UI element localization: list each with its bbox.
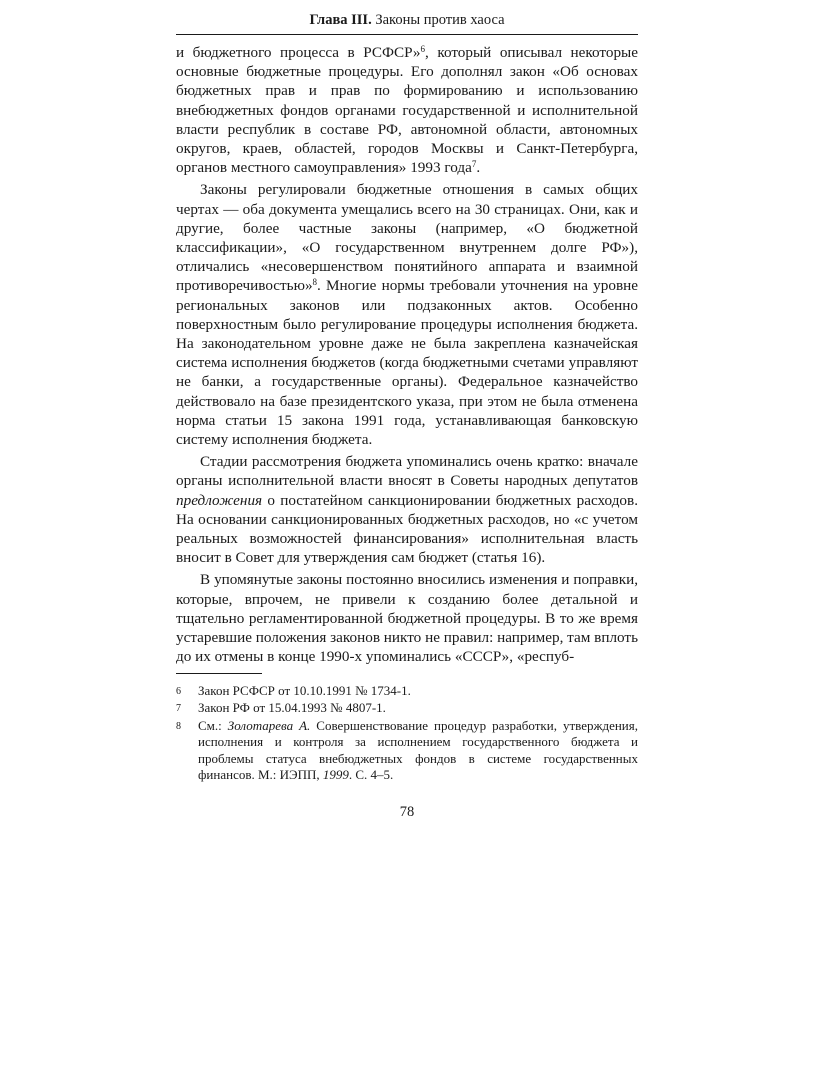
footnote-number: 7 [176, 703, 181, 715]
chapter-label: Глава III. [309, 12, 372, 28]
footnote-reference: 6 [420, 44, 426, 54]
paragraph: и бюджетного процесса в РСФСР»$^6$, который описывал некоторые основные бюджетные процедуры. Его дополнял закон «Об основах бюджетных прав и прав по формированию и использованию внебюджетных фондов органами государственной и исполнительной власти республик в составе РФ, автономной области, автономных округов, краев, областей, городов Москвы и Санкт-Петербурга, органов местного самоуправления» 1993 года$^7$. [176, 44, 638, 177]
paragraph: Законы регулировали бюджетные отношения в самых общих чертах — оба документа умещались всего на 30 страницах. Они, как и другие, более частные законы (например, «О бюджетной классификации», «О государственном внутреннем долге РФ»), отличались «несовершенством понятийного аппарата и взаимной противоречивостью»$^8$. Многие нормы требовали уточнения на уровне региональных законов или подзаконных актов. Особенно поверхностным было регулирование процедуры исполнения бюджета. На законодательном уровне даже не была закреплена казначейская система исполнения бюджетов (когда бюджетными счетами управляют не банки, а государственные органы). Федеральное казначейство действовало на базе президентского указа, при этом не была отменена норма статьи 15 закона 1991 года, устанавливающая банковскую систему исполнения бюджета. [176, 181, 638, 449]
footnote-reference: 8 [312, 277, 318, 288]
footnote-text: См.: Золотарева А. Совершенствование процедур разработки, утверждения, исполнения и контроля за исполнением государственного бюджета и проблемы статуса внебюджетных фондов в системе государственных финансов. М.: ИЭПП, 1999. С. 4–5. [198, 717, 638, 783]
body-text [176, 43, 638, 667]
footnote-number: 6 [176, 685, 181, 697]
footnote-number: 8 [176, 720, 181, 732]
footnote-text: Закон РФ от 15.04.1993 № 4807-1. [198, 700, 386, 716]
book-page [176, 10, 638, 821]
page-number: 78 [399, 804, 415, 821]
footnote-text: Закон РСФСР от 10.10.1991 № 1734-1. [198, 682, 411, 698]
italic-text: Золотарева А. [227, 717, 311, 733]
italic-text: 1999 [322, 767, 349, 783]
footnote [176, 683, 638, 701]
chapter-title: Законы против хаоса [375, 12, 505, 28]
paragraph: Стадии рассмотрения бюджета упоминались очень кратко: вначале органы исполнительной власти вносят в Советы народных депутатов предложения о постатейном санкционировании бюджетных расходов. На основании санкционированных бюджетных расходов, но «с учетом реальных возможностей финансирования» исполнительная власть вносит в Совет для утверждения сам бюджет (статья 16). [176, 453, 638, 567]
paragraph: В упомянутые законы постоянно вносились изменения и поправки, которые, впрочем, не привели к созданию более детальной и тщательно регламентированной бюджетной процедуры. В то же время устаревшие положения законов никто не правил: например, там вплоть до их отмены в конце 1990-х упоминались «СССР», «респуб- [176, 571, 638, 666]
footnotes [176, 683, 638, 785]
italic-text: предложения [176, 491, 263, 509]
running-head [176, 10, 638, 35]
footnote-reference: 7 [471, 159, 477, 170]
footnote [176, 718, 638, 784]
footnote-divider [176, 673, 262, 674]
footnote [176, 700, 638, 718]
